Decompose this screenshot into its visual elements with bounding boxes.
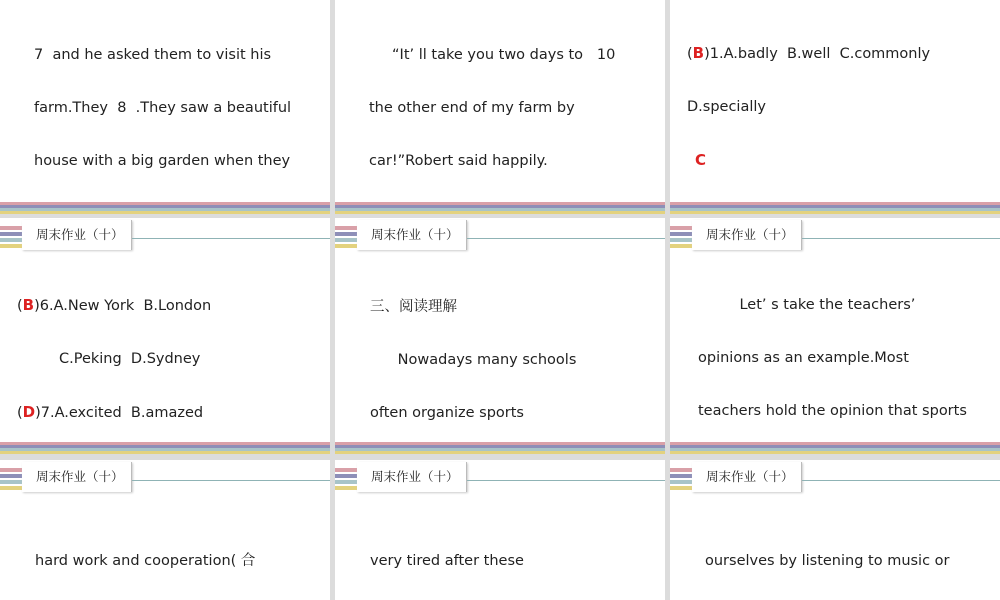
answer-mark: B xyxy=(692,44,705,63)
header-title: 周末作业（十） xyxy=(357,462,467,492)
header-title: 周末作业（十） xyxy=(692,462,802,492)
question-item: (B)1.A.badly B.well C.commonly xyxy=(687,44,931,63)
slide-4 xyxy=(0,218,330,454)
question-list: (B)6.A.New York B.London C.Peking D.Sydney (D)7.A.excited B.amazed xyxy=(17,262,258,454)
passage-text: hard work and cooperation( 合 xyxy=(35,553,256,570)
slide-1 xyxy=(0,0,330,214)
line: farm.They 8 .They saw a beautiful xyxy=(34,99,292,116)
answer-mark: C xyxy=(695,150,707,169)
slide-8 xyxy=(335,460,665,600)
footer-stripes xyxy=(335,202,665,214)
slide-header xyxy=(670,460,1000,496)
slide-2 xyxy=(335,0,665,214)
line: car!”Robert said happily. xyxy=(369,152,548,169)
line: “It’ ll take you two days to 10 xyxy=(369,47,625,64)
line: the other end of my farm by xyxy=(369,99,575,116)
passage-text: 三、阅读理解 Nowadays many schools often organize sports xyxy=(370,264,607,454)
question-option-line: D.specially xyxy=(687,98,766,115)
passage-text xyxy=(34,12,299,214)
passage-text: ourselves by listening to music or xyxy=(705,553,950,570)
footer-stripes xyxy=(0,442,330,454)
header-title: 周末作业（十） xyxy=(692,220,802,250)
slide-9 xyxy=(670,460,1000,600)
line: house with a big garden when they xyxy=(34,152,291,169)
question-item: (D)7.A.excited B.amazed xyxy=(17,402,204,421)
slide-header xyxy=(670,218,1000,254)
footer-stripes xyxy=(670,202,1000,214)
slide-header xyxy=(335,460,665,496)
header-title: 周末作业（十） xyxy=(357,220,467,250)
slide-header xyxy=(0,218,330,254)
passage-text: Let’ s take the teachers’ opinions as an example.Most teachers hold the opinion that sports xyxy=(698,297,967,419)
header-title: 周末作业（十） xyxy=(22,220,132,250)
slide-3 xyxy=(670,0,1000,214)
footer-stripes xyxy=(335,442,665,454)
question-item: (B)6.A.New York B.London xyxy=(17,296,212,315)
section-heading: 三、阅读理解 xyxy=(370,299,457,316)
footer-stripes xyxy=(670,442,1000,454)
header-title: 周末作业（十） xyxy=(22,462,132,492)
slide-header xyxy=(0,460,330,496)
slide-7 xyxy=(0,460,330,600)
passage-text: very tired after these xyxy=(370,553,524,570)
slide-6 xyxy=(670,218,1000,454)
slide-5 xyxy=(335,218,665,454)
slide-header xyxy=(335,218,665,254)
passage-text xyxy=(369,12,632,214)
line: 7 and he asked them to visit his xyxy=(34,47,272,64)
question-list xyxy=(687,10,984,214)
footer-stripes xyxy=(0,202,330,214)
header-bars xyxy=(0,226,22,250)
